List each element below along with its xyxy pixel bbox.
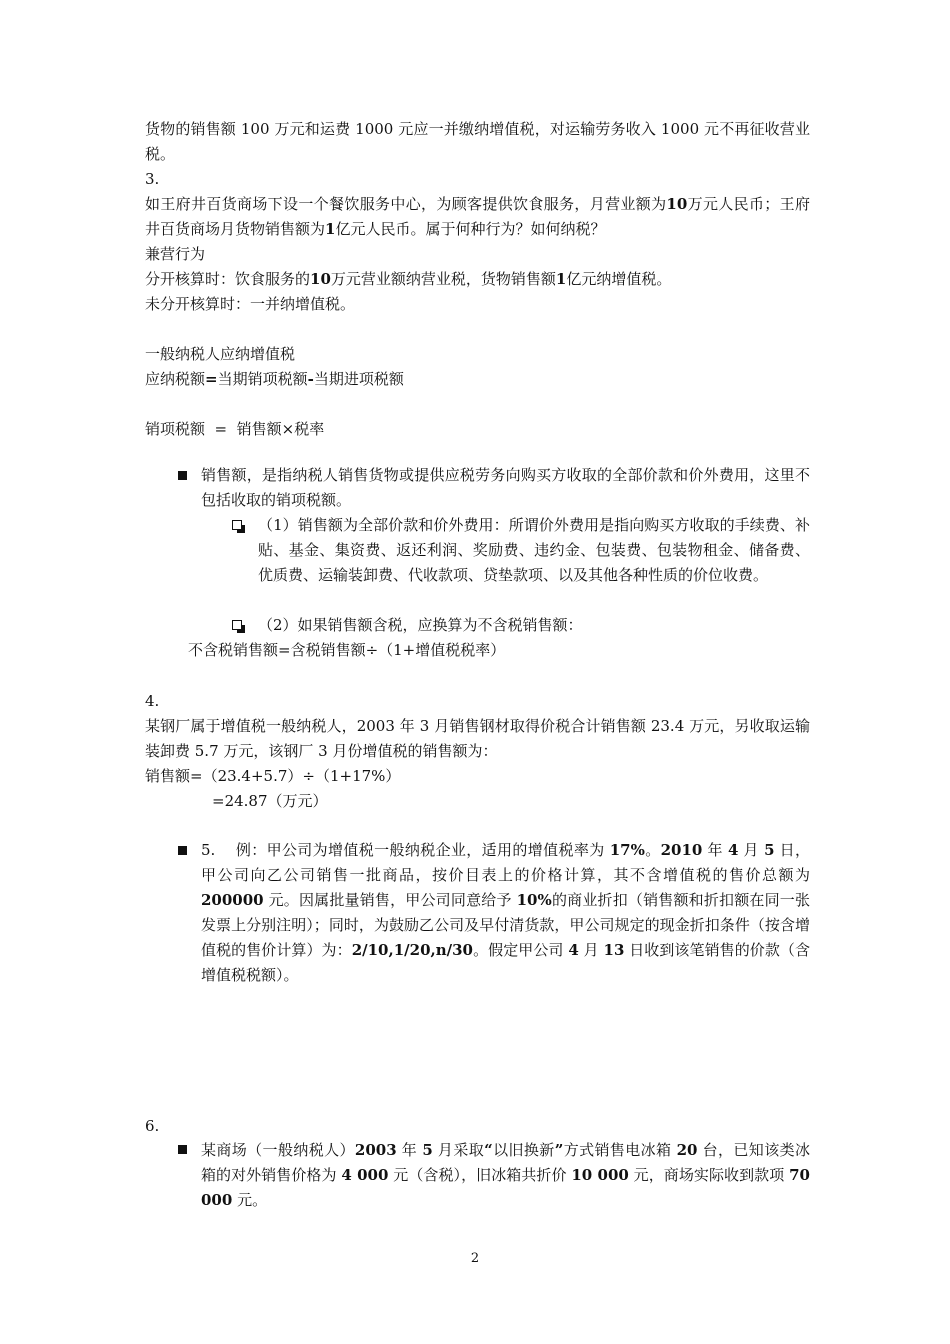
bold-fragment: 2010 xyxy=(660,841,703,859)
square-bullet-icon xyxy=(178,471,187,480)
square-bullet-icon xyxy=(178,846,187,855)
text-fragment: 年 xyxy=(396,1141,423,1159)
text-fragment: 月采取 xyxy=(432,1141,485,1159)
bold-fragment: 13 xyxy=(603,941,625,959)
text-fragment: 某商场（一般纳税人） xyxy=(201,1141,355,1159)
bullet-sales-amount-1: （1）销售额为全部价款和价外费用：所谓价外费用是指向购买方收取的手续费、补贴、基金、集资费、返还利润、奖励费、违约金、包装费、包装物租金、储备费、优质费、运输装卸费、代收款项、贷垫款项、以及其他各种性质的价位收费。 xyxy=(258,516,810,584)
text-fragment: 日，甲公司向乙公司销售一批商品，按价目表上的价格计算，其不含增值税的售价总额为 xyxy=(201,841,815,884)
formula-bold: - xyxy=(307,370,314,388)
bold-fragment: 5 xyxy=(422,1141,433,1159)
bold-fragment: “ xyxy=(484,1141,493,1159)
question-5 xyxy=(201,838,815,988)
bullet-sales-amount-2: （2）如果销售额含税，应换算为不含税销售额： xyxy=(258,616,583,634)
checkbox-bullet-icon xyxy=(232,620,242,630)
formula-text: 当期进项税额 xyxy=(313,370,404,388)
question-3-text: 亿元人民币。属于何种行为？如何纳税？ xyxy=(335,220,606,238)
paragraph-continuation xyxy=(145,117,810,167)
question-3 xyxy=(145,192,810,242)
text-fragment: 月 xyxy=(578,941,604,959)
bold-fragment: 10 000 xyxy=(571,1166,629,1184)
text-fragment: 的商业折扣（销售额和折扣额在同一张发票上分别注明）；同时，为鼓励乙公司及早付清货款，甲公司规定的现金折扣条件（按含增值税的售价计算）为： xyxy=(201,891,810,959)
answer-text: 万元营业额纳营业税，货物销售额 xyxy=(330,270,556,288)
text-fragment: 5. 例：甲公司为增值税一般纳税企业，适用的增值税率为 xyxy=(201,841,610,859)
answer-3-line-3: 未分开核算时：一并纳增值税。 xyxy=(145,295,356,313)
answer-4-line-2: =24.87（万元） xyxy=(212,792,328,810)
checkbox-bullet-icon xyxy=(232,520,242,530)
answer-3-line-1: 兼营行为 xyxy=(145,245,206,263)
page-number: 2 xyxy=(470,1251,480,1266)
question-6 xyxy=(201,1138,816,1213)
section-heading: 一般纳税人应纳增值税 xyxy=(145,345,296,363)
text-fragment: 台，已知该类冰箱的对外销售价格为 xyxy=(201,1141,810,1184)
question-3-text: 万元人民币；王府井百货商场月货物销售额为 xyxy=(145,195,810,238)
answer-bold: 10 xyxy=(310,270,331,288)
text-fragment: 年 xyxy=(702,841,728,859)
bold-fragment: 70 000 xyxy=(201,1166,816,1209)
text-fragment: 。 xyxy=(644,841,661,859)
answer-bold: 1 xyxy=(555,270,567,288)
paragraph-text: 货物的销售额 100 万元和运费 1000 元应一并缴纳增值税，对运输劳务收入 1000 元不再征收营业税。 xyxy=(145,120,810,163)
answer-text: 分开核算时：饮食服务的 xyxy=(145,270,311,288)
bold-fragment: ” xyxy=(554,1141,564,1159)
question-4: 某钢厂属于增值税一般纳税人，2003 年 3 月销售钢材取得价税合计销售额 23.4 万元，另收取运输装卸费 5.7 万元，该钢厂 3 月份增值税的销售额为： xyxy=(145,717,810,760)
answer-text: 亿元纳增值税。 xyxy=(566,270,672,288)
text-fragment: 元。 xyxy=(232,1191,268,1209)
formula-tax-exclusive: 不含税销售额=含税销售额÷（1+增值税税率） xyxy=(188,641,506,659)
text-fragment: 以旧换新 xyxy=(492,1141,555,1159)
item-number-6: 6. xyxy=(145,1117,160,1135)
bold-fragment: 4 xyxy=(727,841,739,859)
item-number-4: 4. xyxy=(145,692,160,710)
bold-fragment: 17% xyxy=(609,841,645,859)
answer-3-line-2 xyxy=(145,267,810,292)
text-fragment: 方式销售电冰箱 xyxy=(563,1141,677,1159)
bold-fragment: 2/10,1/20,n/30 xyxy=(351,941,473,959)
answer-4-line-1: 销售额=（23.4+5.7）÷（1+17%） xyxy=(145,767,401,785)
bold-fragment: 200000 xyxy=(201,891,264,909)
formula-bold: = xyxy=(205,370,218,388)
text-fragment: 日收到该笔销售的价款（含增值税税额）。 xyxy=(201,941,810,984)
bold-fragment: 20 xyxy=(676,1141,698,1159)
text-fragment: 元，商场实际收到款项 xyxy=(628,1166,790,1184)
question-3-bold: 10 xyxy=(666,195,688,213)
text-fragment: 。假定甲公司 xyxy=(473,941,569,959)
bold-fragment: 4 000 xyxy=(341,1166,389,1184)
bold-fragment: 2003 xyxy=(354,1141,397,1159)
bold-fragment: 10% xyxy=(516,891,552,909)
formula-payable-tax xyxy=(145,367,810,392)
bullet-sales-definition: 销售额，是指纳税人销售货物或提供应税劳务向购买方收取的全部价款和价外费用，这里不包括收取的销项税额。 xyxy=(201,466,810,509)
question-3-bold: 1 xyxy=(325,220,336,238)
question-3-text: 如王府井百货商场下设一个餐饮服务中心，为顾客提供饮食服务，月营业额为 xyxy=(145,195,667,213)
bold-fragment: 4 xyxy=(568,941,579,959)
text-fragment: 元。因属批量销售，甲公司同意给予 xyxy=(263,891,517,909)
text-fragment: 元（含税），旧冰箱共折价 xyxy=(388,1166,572,1184)
item-number-3: 3. xyxy=(145,170,160,188)
square-bullet-icon xyxy=(178,1145,187,1154)
text-fragment: 月 xyxy=(738,841,765,859)
formula-output-tax: 销项税额 = 销售额×税率 xyxy=(145,420,325,438)
formula-text: 当期销项税额 xyxy=(217,370,308,388)
formula-text: 应纳税额 xyxy=(145,370,206,388)
bold-fragment: 5 xyxy=(764,841,775,859)
